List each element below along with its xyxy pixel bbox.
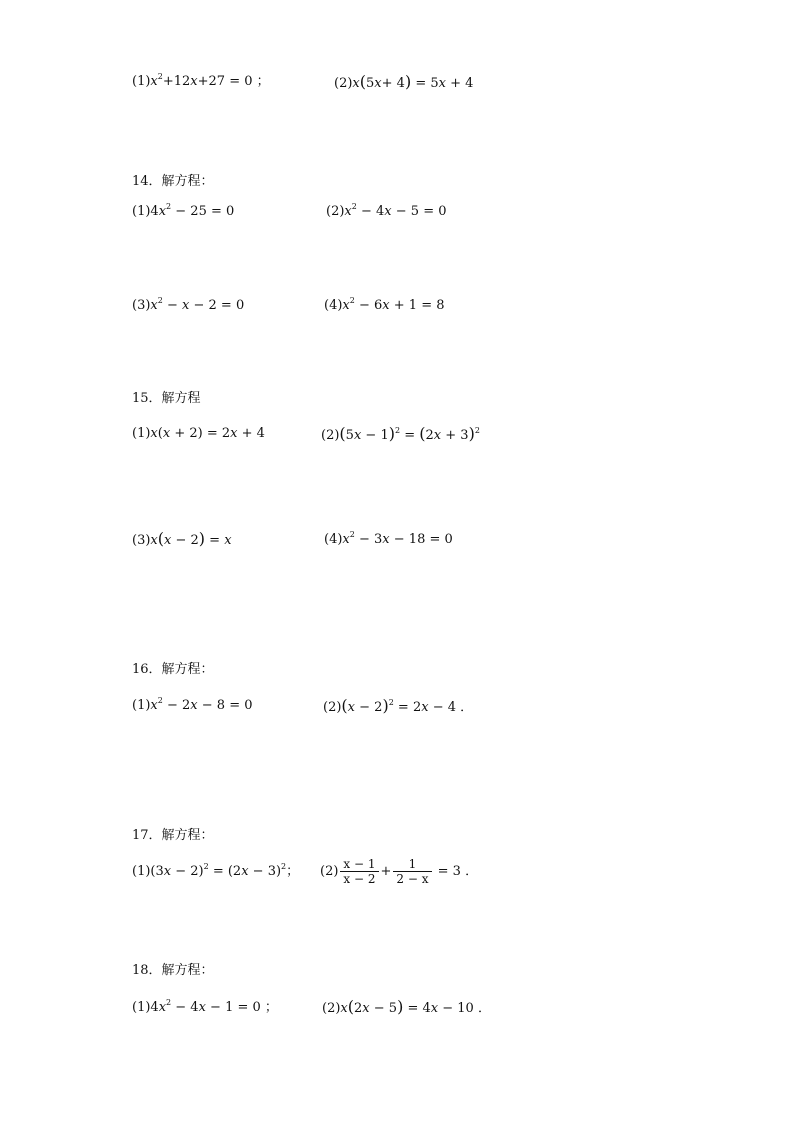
p16-equation-1: $(1)x^2 - 2x - 8 = 0$ [132,696,253,713]
p18-heading: 18．解方程： [132,963,214,978]
p15-equation-4: $(4)x^2 - 3x - 18 = 0$ [324,530,453,547]
p14-equation-4: $(4)x^2 - 6x + 1 = 8$ [324,296,445,313]
fraction-1: $\frac{x - 1}{x - 2}$ [340,857,378,886]
p13-equation-2: (2)x(5x+ 4) = 5x + 4 [334,72,474,91]
p14-equation-2: $(2)x^2 - 4x - 5 = 0$ [326,202,447,219]
p18-equation-2: (2)x(2x − 5) = 4x − 10 ． [322,997,491,1016]
p13-equation-1: $(1)x^2+12x+27 = 0$ ； [132,72,270,89]
p14-equation-1: $(1)4x^2 - 25 = 0$ [132,202,235,219]
fraction-2: $\frac{1}{2 - x}$ [393,857,431,886]
p18-equation-1: $(1)4x^2 - 4x - 1 = 0$ ； [132,998,278,1015]
p16-heading: 16．解方程： [132,662,214,677]
p17-equation-2: (2) $\frac{x - 1}{x - 2}$ + $\frac{1}{2 - x}$ = 3 ． [320,857,479,886]
p14-heading: 14．解方程： [132,174,214,189]
p17-equation-1: $(1)(3x - 2)^2 = (2x - 3)^2$； [132,862,300,879]
p15-equation-2: $(2)(5x - 1)^2 = (2x + 3)^2$ [321,424,480,443]
p15-heading: 15．解方程 [132,391,201,406]
p15-equation-3: (3)x(x − 2) = x [132,529,232,548]
p14-equation-3: $(3)x^2 - x - 2 = 0$ [132,296,245,313]
p17-heading: 17．解方程： [132,828,214,843]
p15-equation-1: (1)x(x + 2) = 2x + 4 [132,426,265,441]
p16-equation-2: $(2)(x - 2)^2 = 2x - 4$ ． [323,696,474,715]
